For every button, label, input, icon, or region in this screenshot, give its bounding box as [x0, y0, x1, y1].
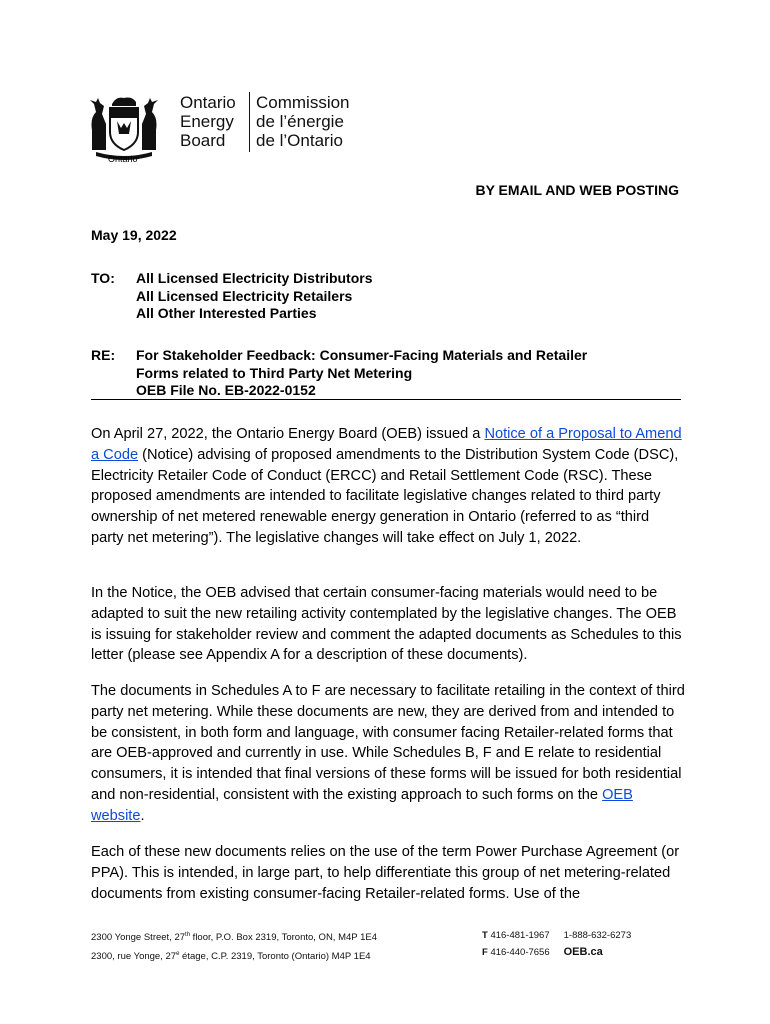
recipient-line: All Other Interested Parties: [136, 305, 317, 321]
website-text: OEB.ca: [563, 946, 603, 958]
notice-proposal-link[interactable]: Notice of a Proposal to Amend a Code: [91, 426, 682, 463]
logo-divider: [249, 92, 250, 152]
re-label: RE:: [91, 347, 116, 363]
crest-label: Ontario: [108, 154, 138, 164]
subject-line: For Stakeholder Feedback: Consumer-Facing Materials and Retailer: [136, 347, 588, 363]
letter-date: May 19, 2022: [91, 227, 177, 243]
footer-contact: [482, 927, 631, 961]
recipient-line: All Licensed Electricity Distributors: [136, 270, 373, 286]
subject-divider: [91, 399, 681, 400]
body-paragraph-3: The documents in Schedules A to F are necessary to facilitate retailing in the context of third party net metering. While these documents are new, they are derived from and intended to be consistent, in both form and language, with consumer facing Retailer-related forms that are OEB-approved and currently in use. While Schedules B, F and E relate to residential consumers, it is intended that final versions of these forms will be issued for both residential and non-residential, consistent with the existing approach to such forms on the OEB website.: [91, 683, 685, 824]
to-label: TO:: [91, 270, 115, 286]
phone-line: T 416-481-1967 1-888-632-6273: [482, 930, 632, 941]
delivery-method: BY EMAIL AND WEB POSTING: [475, 182, 679, 198]
fax-line: F 416-440-7656 OEB.ca: [482, 946, 603, 958]
footer-address: [91, 927, 377, 965]
address-english: 2300 Yonge Street, 27th floor, P.O. Box 2319, Toronto, ON, M4P 1E4: [91, 932, 377, 944]
address-french: 2300, rue Yonge, 27e étage, C.P. 2319, Toronto (Ontario) M4P 1E4: [91, 951, 371, 963]
ontario-coat-of-arms-icon: [86, 90, 162, 160]
recipient-line: All Licensed Electricity Retailers: [136, 287, 353, 304]
oeb-logo: [86, 90, 386, 170]
logo-french-name: Commission de l’énergie de l’Ontario: [256, 93, 350, 150]
body-paragraph-4: Each of these new documents relies on the use of the term Power Purchase Agreement (or PPA). This is intended, in large part, to help differentiate this group of net metering-related documents from existing consumer-facing Retailer-related forms. Use of the: [91, 844, 680, 902]
oeb-website-link[interactable]: OEB website: [91, 786, 633, 824]
body-paragraph-2: In the Notice, the OEB advised that certain consumer-facing materials would need to be adapted to suit the new retailing activity contemplated by the legislative changes. The OEB is issuing for stakeholder review and comment the adapted documents as Schedules to this letter (please see Appendix A for a description of these documents).: [91, 585, 682, 664]
logo-english-name: Ontario Energy Board: [180, 93, 236, 150]
subject-line: Forms related to Third Party Net Metering: [136, 364, 413, 381]
body-paragraph-1: On April 27, 2022, the Ontario Energy Board (OEB) issued a Notice of a Proposal to Amend a Code (Notice) advising of proposed amendments to the Distribution System Code (DSC), Electricity Retailer Code of Conduct (ERCC) and Retail Settlement Code (RSC). These proposed amendments are intended to facilitate legislative changes related to third party ownership of net metered renewable energy generation in Ontario (referred to as “third party net metering”). The legislative changes will take effect on July 1, 2022.: [91, 426, 682, 546]
file-number: OEB File No. EB-2022-0152: [136, 382, 316, 398]
